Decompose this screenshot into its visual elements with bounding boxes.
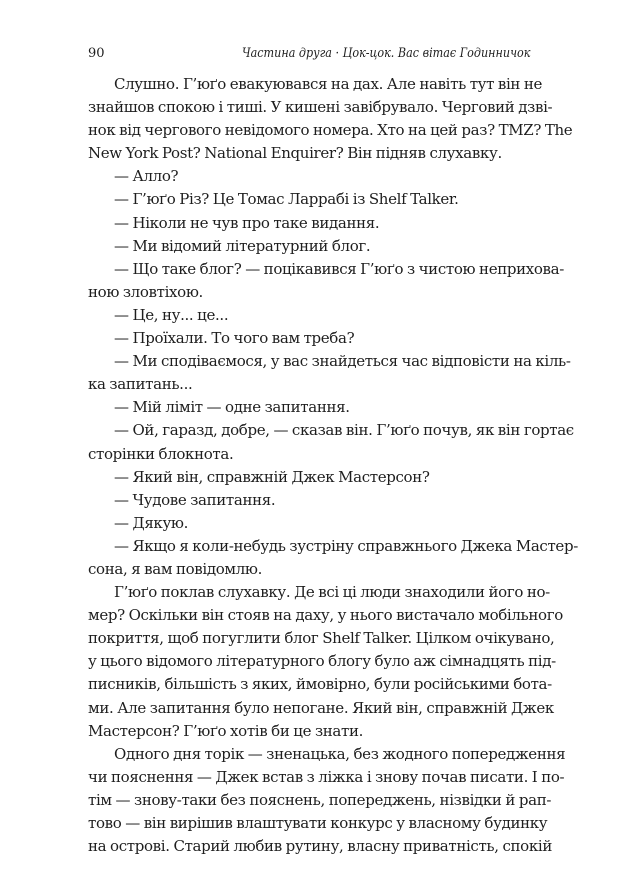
text-line: — Г’юґо Різ? Це Томас Ларрабі із Shelf Talker. (114, 190, 459, 209)
text-line: Мастерсон? Г’юґо хотів би це знати. (88, 721, 364, 740)
text-line: писників, більшість з яких, ймовірно, були російськими бота- (88, 675, 552, 694)
text-line: нок від чергового невідомого номера. Хто на цей раз? TMZ? The (88, 121, 573, 140)
text-line: — Ми сподіваємося, у вас знайдеться час відповісти на кіль- (114, 352, 571, 371)
text-line: Слушно. Г’юґо евакуювався на дах. Але навіть тут він не (114, 75, 543, 93)
page-number: 90 (88, 46, 105, 61)
page-header (88, 44, 530, 64)
text-line: сона, я вам повідомлю. (88, 559, 263, 578)
text-line: — Який він, справжній Джек Мастерсон? (114, 467, 430, 486)
text-line: New York Post? National Enquirer? Він підняв слухавку. (88, 144, 502, 163)
text-line: — Це, ну... це... (114, 305, 229, 324)
text-line: — Дякую. (114, 513, 189, 532)
text-line: — Ми відомий літературний блог. (114, 236, 371, 255)
text-line: тім — знову-таки без пояснень, попереджень, нізвідки й рап- (88, 790, 552, 809)
text-line: — Чудове запитання. (114, 490, 276, 509)
text-line: Г’юґо поклав слухавку. Де всі ці люди знаходили його но- (114, 583, 550, 602)
text-line: знайшов спокою і тиші. У кишені завібрувало. Черговий дзві- (88, 98, 553, 117)
text-line: покриття, щоб погуглити блог Shelf Talker. Цілком очікувано, (88, 629, 555, 648)
text-line: — Мій ліміт — одне запитання. (114, 398, 350, 417)
text-line: ми. Але запитання було непогане. Який він, справжній Джек (88, 698, 554, 717)
text-line: на острові. Старий любив рутину, власну приватність, спокій (88, 837, 552, 856)
text-line: у цього відомого літературного блогу було аж сімнадцять під- (88, 652, 556, 671)
text-line: — Ніколи не чув про таке видання. (114, 213, 380, 232)
text-line: — Проїхали. То чого вам треба? (114, 329, 355, 348)
text-line: — Ой, гаразд, добре, — сказав він. Г’юґо почув, як він гортає (114, 421, 574, 440)
text-line: ка запитань... (88, 375, 193, 394)
text-line: Одного дня торік — зненацька, без жодного попередження (114, 744, 566, 763)
text-line: — Алло? (114, 167, 179, 186)
text-line: — Якщо я коли-небудь зустріну справжнього Джека Мастер- (114, 536, 578, 555)
text-line: — Що таке блог? — поцікавився Г’юґо з чистою неприхова- (114, 259, 564, 278)
body-text (88, 73, 578, 858)
text-line: сторінки блокнота. (88, 444, 234, 463)
text-line: чи пояснення — Джек встав з ліжка і знову почав писати. І по- (88, 767, 565, 786)
text-line: тово — він вирішив влаштувати конкурс у власному будинку (88, 814, 548, 832)
text-line: ною зловтіхою. (88, 282, 203, 301)
running-title: Частина друга · Цок-цок. Вас вітає Годинничок (241, 46, 530, 61)
text-line: мер? Оскільки він стояв на даху, у нього вистачало мобільного (88, 606, 563, 625)
